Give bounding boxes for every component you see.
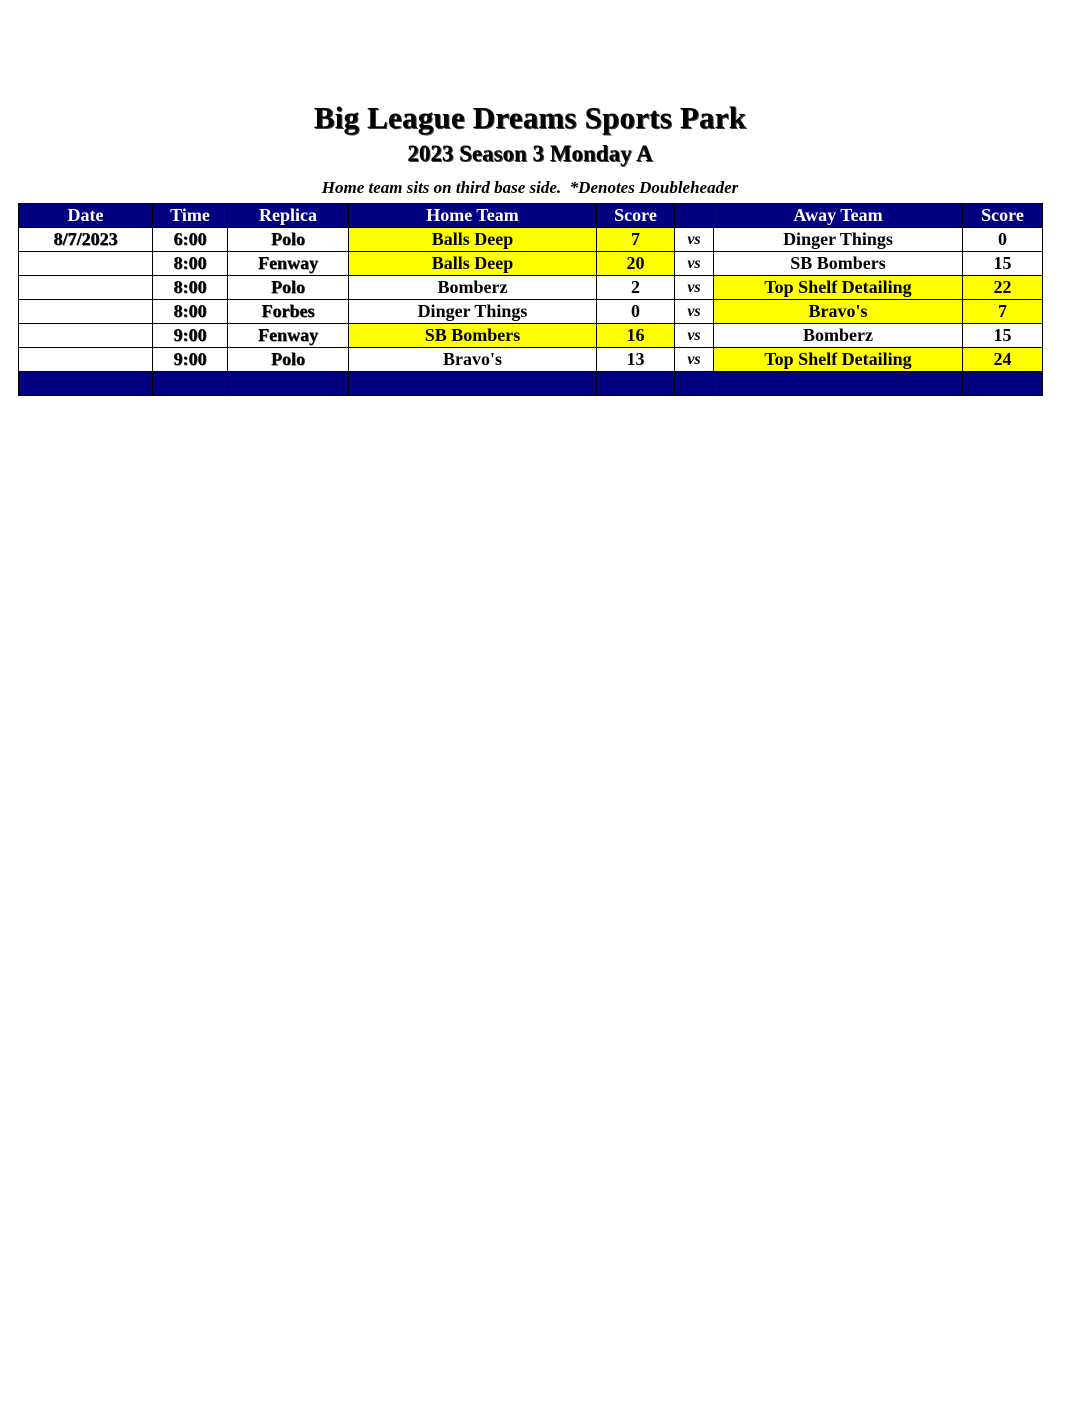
footer-cell — [963, 372, 1043, 396]
cell-home-team: Dinger Things — [349, 300, 597, 324]
column-header-time: Time — [153, 204, 228, 228]
cell-away-team: Dinger Things — [714, 228, 963, 252]
cell-vs: vs — [675, 348, 714, 372]
cell-away-score: 7 — [963, 300, 1043, 324]
cell-vs: vs — [675, 228, 714, 252]
table-row — [19, 228, 1043, 252]
cell-away-team: Bomberz — [714, 324, 963, 348]
page-title: Big League Dreams Sports Park — [313, 100, 747, 135]
column-header-replica: Replica — [228, 204, 349, 228]
cell-vs: vs — [675, 276, 714, 300]
table-row — [19, 324, 1043, 348]
cell-home-team: Balls Deep — [349, 252, 597, 276]
cell-away-team: Top Shelf Detailing — [714, 348, 963, 372]
cell-date: 8/7/2023 — [19, 228, 153, 252]
footer-cell — [675, 372, 714, 396]
footer-cell — [19, 372, 153, 396]
column-header-away-team: Away Team — [714, 204, 963, 228]
footer-cell — [714, 372, 963, 396]
table-row — [19, 252, 1043, 276]
column-header-vs — [675, 204, 714, 228]
cell-time: 8:00 — [153, 300, 228, 324]
cell-date — [19, 348, 153, 372]
cell-date — [19, 300, 153, 324]
cell-time: 8:00 — [153, 276, 228, 300]
cell-replica: Polo — [228, 228, 349, 252]
cell-replica: Fenway — [228, 252, 349, 276]
cell-time: 9:00 — [153, 348, 228, 372]
schedule-note: Home team sits on third base side. *Denotes Doubleheader — [321, 178, 739, 197]
column-header-date: Date — [19, 204, 153, 228]
cell-home-score: 16 — [597, 324, 675, 348]
cell-home-team: Bomberz — [349, 276, 597, 300]
table-row — [19, 276, 1043, 300]
footer-cell — [153, 372, 228, 396]
footer-cell — [597, 372, 675, 396]
cell-date — [19, 252, 153, 276]
cell-away-score: 22 — [963, 276, 1043, 300]
cell-home-team: SB Bombers — [349, 324, 597, 348]
cell-replica: Fenway — [228, 324, 349, 348]
cell-home-team: Bravo's — [349, 348, 597, 372]
cell-away-team: Top Shelf Detailing — [714, 276, 963, 300]
page-subtitle: 2023 Season 3 Monday A — [407, 141, 653, 166]
cell-home-team: Balls Deep — [349, 228, 597, 252]
cell-away-score: 15 — [963, 252, 1043, 276]
cell-vs: vs — [675, 324, 714, 348]
cell-away-team: SB Bombers — [714, 252, 963, 276]
cell-home-score: 13 — [597, 348, 675, 372]
cell-time: 8:00 — [153, 252, 228, 276]
footer-cell — [228, 372, 349, 396]
column-header-home-team: Home Team — [349, 204, 597, 228]
cell-home-score: 7 — [597, 228, 675, 252]
cell-date — [19, 276, 153, 300]
table-header-row — [19, 204, 1043, 228]
cell-away-score: 24 — [963, 348, 1043, 372]
cell-home-score: 2 — [597, 276, 675, 300]
cell-vs: vs — [675, 300, 714, 324]
cell-time: 9:00 — [153, 324, 228, 348]
cell-time: 6:00 — [153, 228, 228, 252]
cell-replica: Polo — [228, 276, 349, 300]
cell-date — [19, 324, 153, 348]
cell-away-team: Bravo's — [714, 300, 963, 324]
footer-cell — [349, 372, 597, 396]
table-row — [19, 300, 1043, 324]
cell-vs: vs — [675, 252, 714, 276]
column-header-away-score: Score — [963, 204, 1043, 228]
cell-home-score: 0 — [597, 300, 675, 324]
cell-away-score: 15 — [963, 324, 1043, 348]
cell-replica: Polo — [228, 348, 349, 372]
table-row — [19, 348, 1043, 372]
cell-home-score: 20 — [597, 252, 675, 276]
cell-replica: Forbes — [228, 300, 349, 324]
schedule-table — [18, 203, 1043, 396]
cell-away-score: 0 — [963, 228, 1043, 252]
table-footer-row — [19, 372, 1043, 396]
column-header-home-score: Score — [597, 204, 675, 228]
